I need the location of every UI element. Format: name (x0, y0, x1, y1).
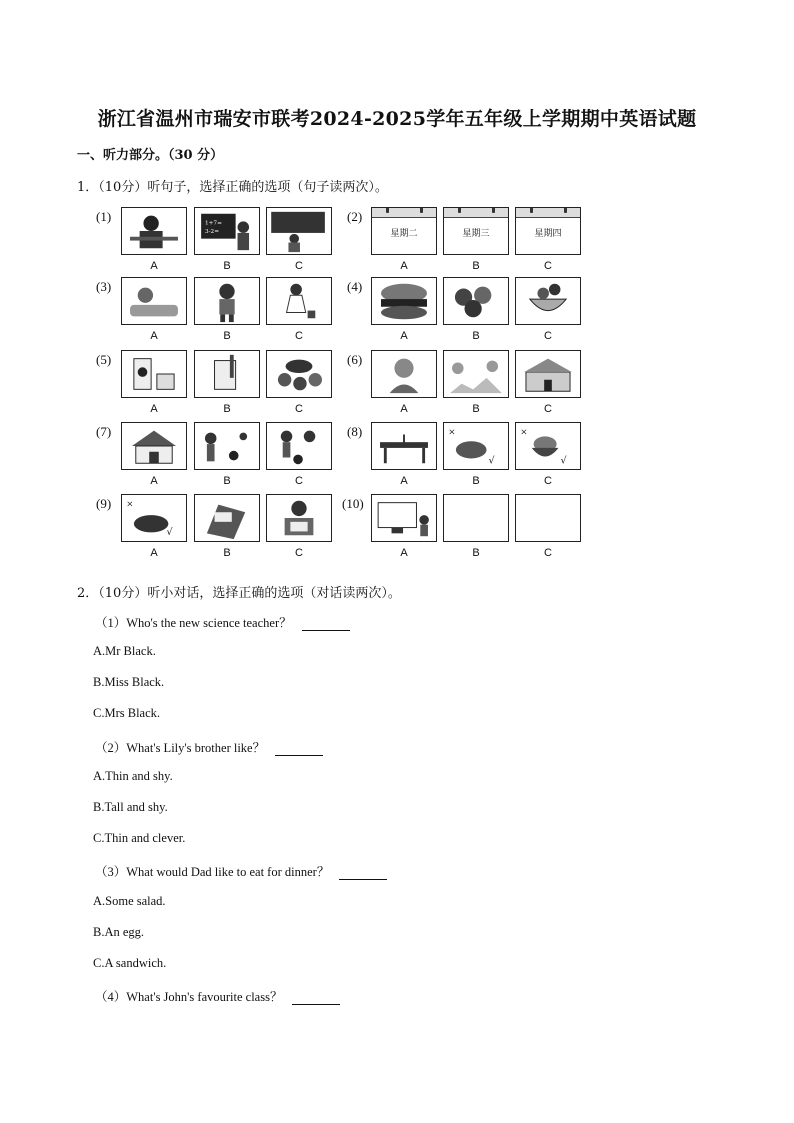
answer-blank[interactable] (292, 1003, 340, 1005)
tea-set-icon[interactable] (266, 350, 332, 398)
question-2-instruction: 2．（10分）听小对话，选择正确的选项（对话读两次）。 (77, 586, 401, 601)
question-number: (2) (347, 209, 363, 224)
girl-cleaning-icon[interactable] (266, 277, 332, 325)
svg-text:×: × (126, 499, 134, 510)
book-icon (372, 495, 436, 541)
juice-glass-icon (195, 351, 259, 397)
boy-reading-icon (444, 495, 508, 541)
football-icon (444, 423, 508, 469)
boy-icon (195, 278, 259, 324)
option-letter: C (295, 475, 303, 487)
calendar-icon[interactable] (515, 207, 581, 255)
fish-plate-icon (267, 495, 331, 541)
teacher-classroom-icon[interactable] (266, 207, 332, 255)
option-letter: B (223, 475, 231, 487)
salad-icon (444, 278, 508, 324)
tea-set-icon (267, 351, 331, 397)
calendar-icon[interactable] (371, 207, 437, 255)
girl-portrait-icon (444, 351, 508, 397)
park-icon (122, 423, 186, 469)
option-letter: C (295, 403, 303, 415)
fish-plate-icon[interactable] (266, 494, 332, 542)
option-letter: C (295, 330, 303, 342)
question-number: (10) (342, 496, 364, 511)
ice-cream-icon (516, 278, 580, 324)
girl-portrait-icon (516, 351, 580, 397)
option-letter: A (400, 260, 408, 272)
option-letter: C (544, 330, 552, 342)
option-letter: C (544, 260, 552, 272)
child-eating-icon (122, 278, 186, 324)
teacher-blackboard-icon (195, 208, 259, 254)
hamburger-icon[interactable] (371, 277, 437, 325)
rice-bowl-icon (195, 495, 259, 541)
svg-text:×: × (448, 427, 456, 438)
option-letter: B (223, 547, 231, 559)
boy-icon[interactable] (194, 277, 260, 325)
girl-cleaning-icon (267, 278, 331, 324)
answer-blank[interactable] (275, 754, 323, 756)
milk-carton-icon (122, 351, 186, 397)
option-letter: A (150, 475, 158, 487)
svg-text:√: √ (560, 455, 567, 467)
milk-carton-icon[interactable] (121, 350, 187, 398)
teacher-classroom-icon (267, 208, 331, 254)
question-1-instruction: 1．（10分）听句子，选择正确的选项（句子读两次）。 (77, 180, 388, 195)
girl-portrait-icon[interactable] (443, 350, 509, 398)
question-item (95, 862, 387, 880)
option-letter: B (223, 260, 231, 272)
girl-portrait-icon[interactable] (515, 350, 581, 398)
option-letter: C (544, 403, 552, 415)
option-letter: A (400, 330, 408, 342)
house-icon (267, 423, 331, 469)
salad-icon[interactable] (443, 277, 509, 325)
school-icon[interactable] (194, 422, 260, 470)
school-icon (195, 423, 259, 469)
question-text: （4）What's John's favourite class？ (95, 990, 283, 1004)
computer-icon[interactable] (515, 494, 581, 542)
svg-text:×: × (520, 427, 528, 438)
calendar-day: 星期四 (534, 229, 562, 239)
question-number: (9) (96, 496, 112, 511)
question-item (95, 987, 340, 1005)
question-number: (4) (347, 279, 363, 294)
question-text: （3）What would Dad like to eat for dinner？ (95, 865, 330, 879)
calendar-icon[interactable] (443, 207, 509, 255)
option-c[interactable]: C.Thin and clever. (93, 831, 186, 845)
answer-blank[interactable] (302, 629, 350, 631)
option-c[interactable]: C.Mrs Black. (93, 706, 161, 720)
woman-reading-icon (122, 208, 186, 254)
child-eating-icon[interactable] (121, 277, 187, 325)
juice-glass-icon[interactable] (194, 350, 260, 398)
option-letter: A (150, 403, 158, 415)
option-letter: C (295, 547, 303, 559)
option-b[interactable]: B.Tall and shy. (93, 800, 168, 814)
ice-cream-icon[interactable] (515, 277, 581, 325)
svg-text:1+7=: 1+7= (204, 220, 222, 227)
computer-icon (516, 495, 580, 541)
question-number: (7) (96, 424, 112, 439)
woman-reading-icon[interactable] (121, 207, 187, 255)
question-number: (5) (96, 352, 112, 367)
calendar-day: 星期三 (462, 229, 490, 239)
option-letter: A (150, 330, 158, 342)
option-letter: A (400, 547, 408, 559)
option-b[interactable]: B.Miss Black. (93, 675, 165, 689)
sports-icon[interactable] (371, 422, 437, 470)
option-letter: A (150, 260, 158, 272)
question-text: （2）What's Lily's brother like？ (95, 741, 266, 755)
calendar-day: 星期二 (390, 229, 418, 239)
question-number: (1) (96, 209, 112, 224)
book-icon[interactable] (371, 494, 437, 542)
option-letter: B (223, 403, 231, 415)
question-number: (8) (347, 424, 363, 439)
option-a[interactable]: A.Thin and shy. (93, 769, 173, 783)
question-number: (6) (347, 352, 363, 367)
option-letter: B (472, 547, 480, 559)
page-title: 浙江省温州市瑞安市联考2024-2025学年五年级上学期期中英语试题 (97, 108, 697, 130)
svg-text:√: √ (488, 455, 495, 467)
option-letter: C (544, 547, 552, 559)
option-letter: A (150, 547, 158, 559)
section-heading: 一、听力部分。（30 分） (77, 148, 224, 163)
boy-reading-icon[interactable] (443, 494, 509, 542)
burger-plate-icon[interactable] (121, 494, 187, 542)
option-letter: B (472, 475, 480, 487)
option-letter: A (400, 475, 408, 487)
teacher-blackboard-icon[interactable] (194, 207, 260, 255)
hamburger-icon (372, 278, 436, 324)
ping-pong-table-icon (516, 423, 580, 469)
sports-icon (372, 423, 436, 469)
ping-pong-table-icon[interactable] (515, 422, 581, 470)
question-text: （1）Who's the new science teacher？ (95, 616, 292, 630)
svg-text:3-2=: 3-2= (204, 228, 220, 235)
rice-bowl-icon[interactable] (194, 494, 260, 542)
svg-text:√: √ (166, 527, 173, 539)
burger-plate-icon (122, 495, 186, 541)
option-letter: C (544, 475, 552, 487)
option-letter: A (400, 403, 408, 415)
girl-portrait-icon[interactable] (371, 350, 437, 398)
option-a[interactable]: A.Mr Black. (93, 644, 156, 658)
option-letter: B (472, 330, 480, 342)
option-letter: B (472, 403, 480, 415)
house-icon[interactable] (266, 422, 332, 470)
answer-blank[interactable] (339, 878, 387, 880)
question-item (95, 738, 323, 756)
girl-portrait-icon (372, 351, 436, 397)
option-letter: B (223, 330, 231, 342)
option-b[interactable]: B.An egg. (93, 925, 145, 939)
question-number: (3) (96, 279, 112, 294)
park-icon[interactable] (121, 422, 187, 470)
option-c[interactable]: C.A sandwich. (93, 956, 167, 970)
option-letter: B (472, 260, 480, 272)
option-a[interactable]: A.Some salad. (93, 894, 166, 908)
football-icon[interactable] (443, 422, 509, 470)
question-item (95, 613, 350, 631)
option-letter: C (295, 260, 303, 272)
